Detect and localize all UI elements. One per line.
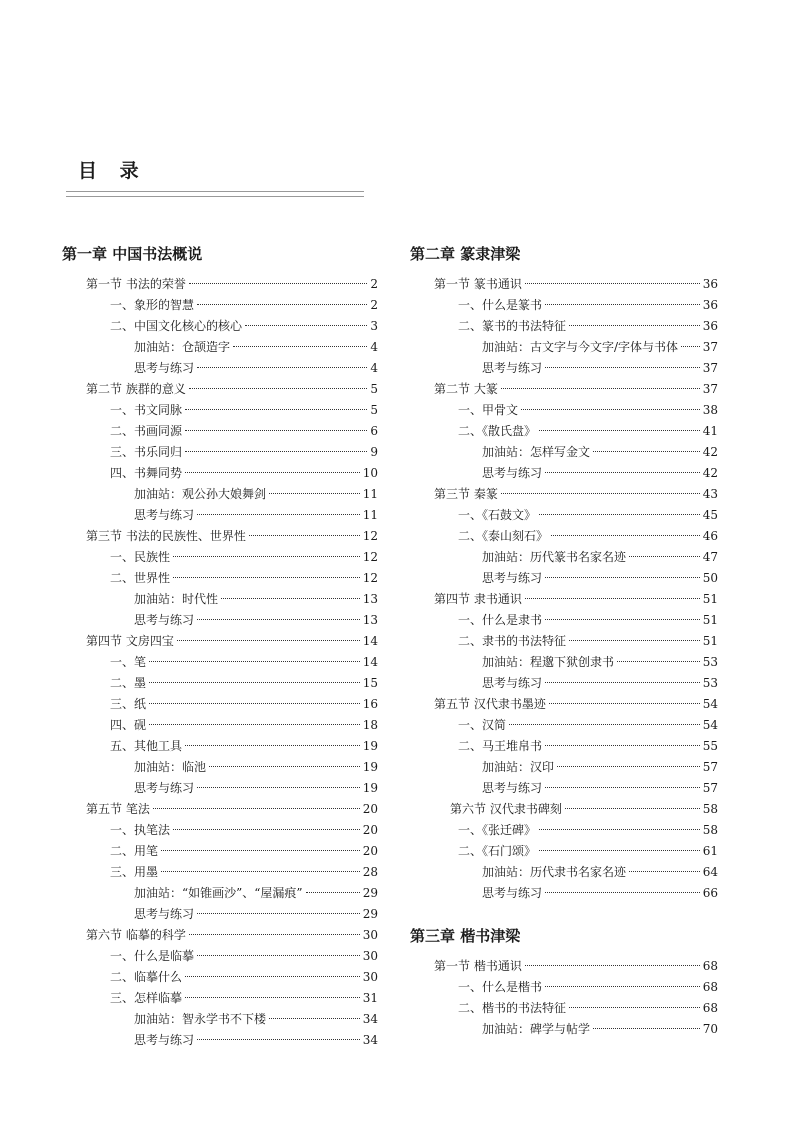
entry-label: 加油站：临池 bbox=[134, 760, 207, 774]
dot-leader bbox=[539, 514, 700, 515]
dot-leader bbox=[545, 367, 700, 368]
toc-entry bbox=[62, 757, 378, 778]
toc-entry bbox=[410, 421, 718, 442]
entry-label: 思考与练习 bbox=[134, 361, 195, 375]
toc-entry bbox=[62, 316, 378, 337]
page-number: 30 bbox=[362, 928, 378, 942]
toc-entry bbox=[62, 589, 378, 610]
entry-label: 第五节 笔法 bbox=[86, 802, 150, 816]
toc-entry bbox=[62, 295, 378, 316]
dot-leader bbox=[185, 472, 360, 473]
entry-label: 加油站：历代篆书名家名迹 bbox=[482, 550, 627, 564]
page-number: 29 bbox=[362, 907, 378, 921]
dot-leader bbox=[177, 640, 360, 641]
chapter-heading: 第三章 楷书津梁 bbox=[410, 927, 521, 945]
dot-leader bbox=[185, 409, 367, 410]
entry-label: 二、《散氏盘》 bbox=[458, 424, 537, 438]
page-number: 34 bbox=[362, 1033, 378, 1047]
dot-leader bbox=[593, 451, 700, 452]
dot-leader bbox=[233, 346, 367, 347]
toc-entry bbox=[62, 820, 378, 841]
entry-label: 加油站：智永学书不下楼 bbox=[134, 1012, 267, 1026]
dot-leader bbox=[185, 976, 360, 977]
entry-label: 第三节 秦篆 bbox=[434, 487, 498, 501]
page-number: 37 bbox=[702, 340, 718, 354]
page-number: 13 bbox=[362, 592, 378, 606]
entry-label: 二、马王堆帛书 bbox=[458, 739, 543, 753]
dot-leader bbox=[629, 871, 700, 872]
page-number: 36 bbox=[702, 277, 718, 291]
dot-leader bbox=[539, 850, 700, 851]
entry-label: 第一节 书法的荣誉 bbox=[86, 277, 186, 291]
toc-section-entry bbox=[62, 274, 378, 295]
entry-label: 加油站：汉印 bbox=[482, 760, 555, 774]
dot-leader bbox=[189, 934, 360, 935]
toc-entry bbox=[410, 736, 718, 757]
page-number: 68 bbox=[702, 980, 718, 994]
page-number: 6 bbox=[370, 424, 378, 438]
toc-entry bbox=[62, 442, 378, 463]
dot-leader bbox=[525, 965, 700, 966]
entry-label: 思考与练习 bbox=[482, 361, 543, 375]
page-number: 51 bbox=[702, 613, 718, 627]
toc-entry bbox=[62, 337, 378, 358]
page-title: 目 录 bbox=[78, 160, 147, 182]
entry-label: 三、怎样临摹 bbox=[110, 991, 183, 1005]
toc-entry bbox=[410, 400, 718, 421]
dot-leader bbox=[545, 745, 700, 746]
page-number: 11 bbox=[362, 508, 378, 522]
toc-entry bbox=[62, 673, 378, 694]
toc-entry bbox=[410, 610, 718, 631]
entry-label: 加油站：时代性 bbox=[134, 592, 219, 606]
dot-leader bbox=[173, 577, 360, 578]
dot-leader bbox=[539, 829, 700, 830]
toc-section-entry bbox=[410, 694, 718, 715]
page-number: 47 bbox=[702, 550, 718, 564]
dot-leader bbox=[551, 535, 700, 536]
dot-leader bbox=[593, 1028, 700, 1029]
page-number: 28 bbox=[362, 865, 378, 879]
page-number: 51 bbox=[702, 592, 718, 606]
page-number: 3 bbox=[370, 319, 378, 333]
page-number: 16 bbox=[362, 697, 378, 711]
page-number: 37 bbox=[702, 382, 718, 396]
toc-column-right bbox=[410, 240, 718, 1040]
dot-leader bbox=[185, 430, 367, 431]
dot-leader bbox=[153, 808, 360, 809]
toc-column-left bbox=[62, 240, 378, 1051]
entry-label: 一、《张迁碑》 bbox=[458, 823, 537, 837]
entry-label: 思考与练习 bbox=[482, 886, 543, 900]
toc-section-entry bbox=[410, 484, 718, 505]
toc-entry bbox=[410, 998, 718, 1019]
toc-section-entry bbox=[62, 379, 378, 400]
dot-leader bbox=[545, 577, 700, 578]
page-number: 46 bbox=[702, 529, 718, 543]
dot-leader bbox=[149, 724, 360, 725]
dot-leader bbox=[545, 304, 700, 305]
toc-entry bbox=[62, 904, 378, 925]
toc-entry bbox=[410, 526, 718, 547]
toc-section-entry bbox=[62, 799, 378, 820]
page-number: 20 bbox=[362, 844, 378, 858]
dot-leader bbox=[197, 367, 367, 368]
page-number: 54 bbox=[702, 697, 718, 711]
entry-label: 思考与练习 bbox=[134, 907, 195, 921]
dot-leader bbox=[569, 640, 700, 641]
page-number: 19 bbox=[362, 781, 378, 795]
dot-leader bbox=[557, 766, 700, 767]
entry-label: 二、《石门颂》 bbox=[458, 844, 537, 858]
toc-entry bbox=[62, 988, 378, 1009]
entry-label: 二、书画同源 bbox=[110, 424, 183, 438]
dot-leader bbox=[521, 409, 700, 410]
entry-label: 一、民族性 bbox=[110, 550, 171, 564]
dot-leader bbox=[245, 325, 367, 326]
entry-label: 思考与练习 bbox=[134, 1033, 195, 1047]
page-number: 30 bbox=[362, 949, 378, 963]
dot-leader bbox=[681, 346, 700, 347]
page-number: 64 bbox=[702, 865, 718, 879]
toc-section-entry bbox=[62, 631, 378, 652]
entry-label: 思考与练习 bbox=[134, 781, 195, 795]
page-number: 10 bbox=[362, 466, 378, 480]
dot-leader bbox=[501, 388, 700, 389]
page-number: 70 bbox=[702, 1022, 718, 1036]
entry-label: 一、汉简 bbox=[458, 718, 507, 732]
page-number: 12 bbox=[362, 529, 378, 543]
dot-leader bbox=[569, 325, 700, 326]
toc-entry bbox=[410, 757, 718, 778]
dot-leader bbox=[306, 892, 360, 893]
page-number: 20 bbox=[362, 823, 378, 837]
entry-label: 第一节 楷书通识 bbox=[434, 959, 522, 973]
entry-label: 二、墨 bbox=[110, 676, 147, 690]
toc-entry bbox=[62, 967, 378, 988]
dot-leader bbox=[565, 808, 700, 809]
entry-label: 思考与练习 bbox=[134, 508, 195, 522]
dot-leader bbox=[269, 493, 360, 494]
page-number: 45 bbox=[702, 508, 718, 522]
page-number: 42 bbox=[702, 445, 718, 459]
dot-leader bbox=[539, 430, 700, 431]
toc-entry bbox=[62, 400, 378, 421]
dot-leader bbox=[221, 598, 360, 599]
toc-entry bbox=[410, 442, 718, 463]
page-number: 42 bbox=[702, 466, 718, 480]
page-number: 66 bbox=[702, 886, 718, 900]
toc-section-entry bbox=[62, 925, 378, 946]
page-number: 30 bbox=[362, 970, 378, 984]
page-number: 19 bbox=[362, 760, 378, 774]
page-number: 29 bbox=[362, 886, 378, 900]
entry-label: 一、笔 bbox=[110, 655, 147, 669]
entry-label: 二、用笔 bbox=[110, 844, 159, 858]
entry-label: 加油站：仓颉造字 bbox=[134, 340, 231, 354]
dot-leader bbox=[173, 829, 360, 830]
entry-label: 第六节 临摹的科学 bbox=[86, 928, 186, 942]
dot-leader bbox=[197, 304, 367, 305]
entry-label: 二、临摹什么 bbox=[110, 970, 183, 984]
dot-leader bbox=[149, 661, 360, 662]
toc-entry bbox=[62, 505, 378, 526]
toc-entry bbox=[410, 673, 718, 694]
toc-entry bbox=[410, 295, 718, 316]
entry-label: 一、什么是临摹 bbox=[110, 949, 195, 963]
page-number: 18 bbox=[362, 718, 378, 732]
page-number: 58 bbox=[702, 802, 718, 816]
entry-label: 加油站：观公孙大娘舞剑 bbox=[134, 487, 267, 501]
entry-label: 第六节 汉代隶书碑刻 bbox=[450, 802, 562, 816]
entry-label: 思考与练习 bbox=[134, 613, 195, 627]
page-number: 38 bbox=[702, 403, 718, 417]
toc-section-entry bbox=[410, 956, 718, 977]
page-number: 13 bbox=[362, 613, 378, 627]
toc-entry bbox=[410, 841, 718, 862]
entry-label: 二、世界性 bbox=[110, 571, 171, 585]
entry-label: 三、纸 bbox=[110, 697, 147, 711]
entry-label: 一、《石鼓文》 bbox=[458, 508, 537, 522]
toc-entry bbox=[62, 652, 378, 673]
entry-label: 加油站：古文字与今文字/字体与书体 bbox=[482, 340, 679, 354]
dot-leader bbox=[197, 514, 360, 515]
toc-entry bbox=[410, 977, 718, 998]
page-number: 12 bbox=[362, 571, 378, 585]
toc-entry bbox=[62, 358, 378, 379]
dot-leader bbox=[629, 556, 700, 557]
entry-label: 三、书乐同归 bbox=[110, 445, 183, 459]
dot-leader bbox=[197, 1039, 360, 1040]
toc-entry bbox=[410, 505, 718, 526]
toc-entry bbox=[410, 1019, 718, 1040]
page-number: 58 bbox=[702, 823, 718, 837]
toc-entry bbox=[62, 484, 378, 505]
entry-label: 二、篆书的书法特征 bbox=[458, 319, 567, 333]
page-number: 11 bbox=[362, 487, 378, 501]
toc-entry bbox=[410, 316, 718, 337]
page-number: 36 bbox=[702, 298, 718, 312]
entry-label: 加油站：碑学与帖学 bbox=[482, 1022, 591, 1036]
entry-label: 二、中国文化核心的核心 bbox=[110, 319, 243, 333]
entry-label: 四、砚 bbox=[110, 718, 147, 732]
toc-entry bbox=[62, 610, 378, 631]
dot-leader bbox=[545, 986, 700, 987]
entry-label: 一、象形的智慧 bbox=[110, 298, 195, 312]
page-number: 4 bbox=[370, 340, 378, 354]
toc-entry bbox=[62, 1009, 378, 1030]
page-number: 9 bbox=[370, 445, 378, 459]
dot-leader bbox=[197, 955, 360, 956]
page-number: 14 bbox=[362, 634, 378, 648]
entry-label: 二、隶书的书法特征 bbox=[458, 634, 567, 648]
entry-label: 第二节 族群的意义 bbox=[86, 382, 186, 396]
page-number: 61 bbox=[702, 844, 718, 858]
dot-leader bbox=[549, 703, 700, 704]
toc-entry bbox=[62, 1030, 378, 1051]
page-number: 34 bbox=[362, 1012, 378, 1026]
page-number: 43 bbox=[702, 487, 718, 501]
page-number: 55 bbox=[702, 739, 718, 753]
page-number: 53 bbox=[702, 676, 718, 690]
toc-entry bbox=[410, 883, 718, 904]
page-number: 57 bbox=[702, 781, 718, 795]
dot-leader bbox=[501, 493, 700, 494]
entry-label: 一、什么是隶书 bbox=[458, 613, 543, 627]
entry-label: 四、书舞同势 bbox=[110, 466, 183, 480]
page-number: 19 bbox=[362, 739, 378, 753]
entry-label: 加油站：程邈下狱创隶书 bbox=[482, 655, 615, 669]
entry-label: 一、执笔法 bbox=[110, 823, 171, 837]
page-number: 54 bbox=[702, 718, 718, 732]
toc-entry bbox=[62, 883, 378, 904]
toc-entry bbox=[410, 778, 718, 799]
toc-entry bbox=[410, 631, 718, 652]
dot-leader bbox=[545, 892, 700, 893]
entry-label: 二、楷书的书法特征 bbox=[458, 1001, 567, 1015]
entry-label: 第五节 汉代隶书墨迹 bbox=[434, 697, 546, 711]
entry-label: 第三节 书法的民族性、世界性 bbox=[86, 529, 246, 543]
page-number: 50 bbox=[702, 571, 718, 585]
toc-entry bbox=[62, 946, 378, 967]
entry-label: 思考与练习 bbox=[482, 571, 543, 585]
page-number: 68 bbox=[702, 1001, 718, 1015]
dot-leader bbox=[545, 787, 700, 788]
toc-section-entry bbox=[410, 379, 718, 400]
dot-leader bbox=[189, 388, 368, 389]
toc-entry bbox=[62, 463, 378, 484]
dot-leader bbox=[197, 619, 360, 620]
page-number: 37 bbox=[702, 361, 718, 375]
toc-entry bbox=[62, 841, 378, 862]
toc-entry bbox=[410, 820, 718, 841]
toc-entry bbox=[62, 715, 378, 736]
entry-label: 一、什么是篆书 bbox=[458, 298, 543, 312]
page-number: 5 bbox=[370, 403, 378, 417]
entry-label: 第四节 文房四宝 bbox=[86, 634, 174, 648]
entry-label: 二、《泰山刻石》 bbox=[458, 529, 549, 543]
entry-label: 一、甲骨文 bbox=[458, 403, 519, 417]
toc-entry bbox=[410, 547, 718, 568]
toc-entry bbox=[62, 547, 378, 568]
page-number: 53 bbox=[702, 655, 718, 669]
entry-label: 思考与练习 bbox=[482, 676, 543, 690]
toc-entry bbox=[62, 694, 378, 715]
toc-entry bbox=[410, 862, 718, 883]
page-number: 12 bbox=[362, 550, 378, 564]
dot-leader bbox=[545, 619, 700, 620]
page-number: 15 bbox=[362, 676, 378, 690]
page-number: 2 bbox=[370, 298, 378, 312]
toc-entry bbox=[410, 652, 718, 673]
page-number: 2 bbox=[370, 277, 378, 291]
entry-label: 三、用墨 bbox=[110, 865, 159, 879]
page-number: 14 bbox=[362, 655, 378, 669]
toc-entry bbox=[410, 358, 718, 379]
toc-entry bbox=[62, 778, 378, 799]
dot-leader bbox=[185, 745, 360, 746]
entry-label: 第一节 篆书通识 bbox=[434, 277, 522, 291]
dot-leader bbox=[149, 703, 360, 704]
toc-entry bbox=[62, 421, 378, 442]
page-number: 36 bbox=[702, 319, 718, 333]
entry-label: 一、书文同脉 bbox=[110, 403, 183, 417]
dot-leader bbox=[173, 556, 360, 557]
dot-leader bbox=[545, 682, 700, 683]
toc-entry bbox=[410, 715, 718, 736]
page-number: 4 bbox=[370, 361, 378, 375]
entry-label: 加油站：历代隶书名家名迹 bbox=[482, 865, 627, 879]
title-underline bbox=[66, 191, 364, 197]
entry-label: 思考与练习 bbox=[482, 466, 543, 480]
entry-label: 一、什么是楷书 bbox=[458, 980, 543, 994]
dot-leader bbox=[525, 598, 700, 599]
dot-leader bbox=[161, 850, 360, 851]
entry-label: 第四节 隶书通识 bbox=[434, 592, 522, 606]
page-number: 51 bbox=[702, 634, 718, 648]
dot-leader bbox=[161, 871, 360, 872]
dot-leader bbox=[197, 913, 360, 914]
toc-entry bbox=[410, 337, 718, 358]
dot-leader bbox=[269, 1018, 360, 1019]
toc-section-entry bbox=[410, 274, 718, 295]
toc-section-entry bbox=[62, 526, 378, 547]
dot-leader bbox=[525, 283, 700, 284]
toc-entry bbox=[62, 568, 378, 589]
dot-leader bbox=[509, 724, 700, 725]
toc-section-entry bbox=[410, 799, 718, 820]
dot-leader bbox=[617, 661, 700, 662]
toc-entry bbox=[410, 463, 718, 484]
page-number: 57 bbox=[702, 760, 718, 774]
toc-entry bbox=[62, 862, 378, 883]
page-number: 68 bbox=[702, 959, 718, 973]
page-number: 5 bbox=[370, 382, 378, 396]
entry-label: 第二节 大篆 bbox=[434, 382, 498, 396]
toc-entry bbox=[410, 568, 718, 589]
entry-label: 加油站：“如锥画沙”、“屋漏痕” bbox=[134, 886, 303, 900]
dot-leader bbox=[197, 787, 360, 788]
entry-label: 加油站：怎样写金文 bbox=[482, 445, 591, 459]
page-number: 31 bbox=[362, 991, 378, 1005]
chapter-heading: 第二章 篆隶津梁 bbox=[410, 245, 521, 263]
dot-leader bbox=[149, 682, 360, 683]
dot-leader bbox=[545, 472, 700, 473]
page-number: 20 bbox=[362, 802, 378, 816]
chapter-heading: 第一章 中国书法概说 bbox=[62, 245, 203, 263]
dot-leader bbox=[185, 997, 360, 998]
dot-leader bbox=[189, 283, 368, 284]
entry-label: 五、其他工具 bbox=[110, 739, 183, 753]
page-number: 41 bbox=[702, 424, 718, 438]
toc-section-entry bbox=[410, 589, 718, 610]
dot-leader bbox=[249, 535, 360, 536]
dot-leader bbox=[209, 766, 360, 767]
dot-leader bbox=[185, 451, 367, 452]
dot-leader bbox=[569, 1007, 700, 1008]
toc-entry bbox=[62, 736, 378, 757]
entry-label: 思考与练习 bbox=[482, 781, 543, 795]
